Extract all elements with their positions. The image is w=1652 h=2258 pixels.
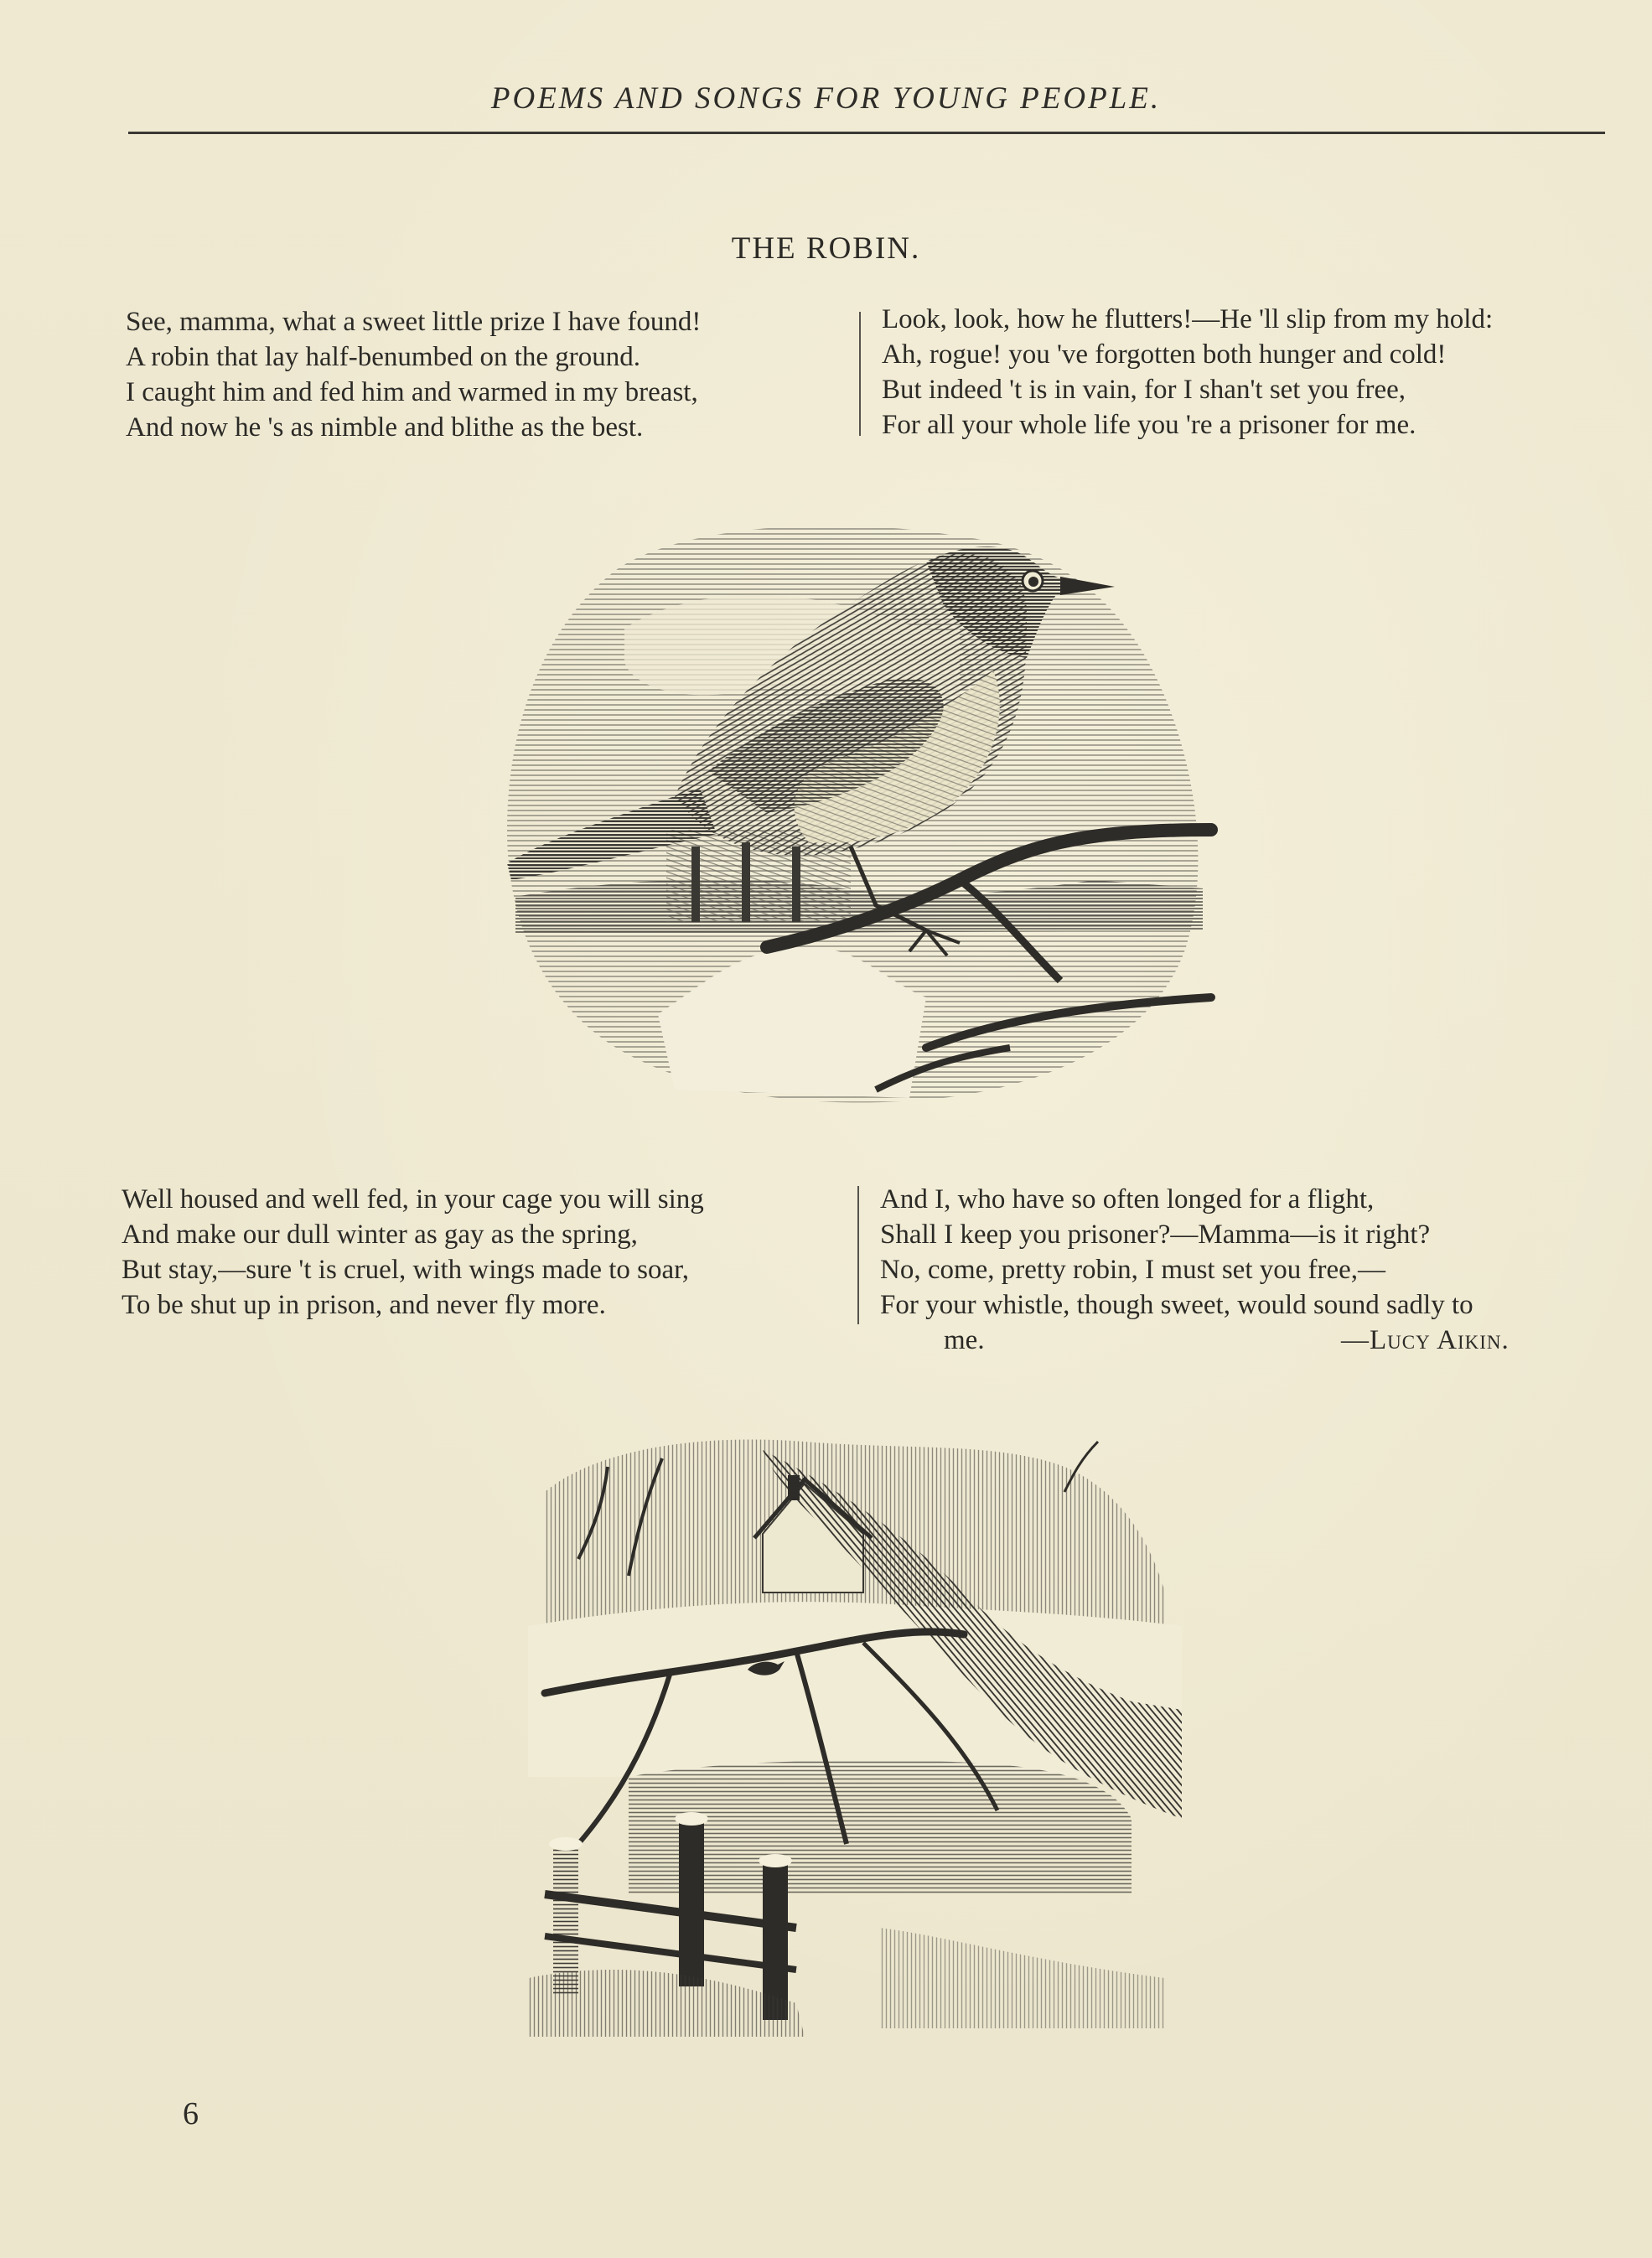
author-attribution: —Lucy Aikin.	[1341, 1325, 1510, 1355]
verse-line: For your whistle, though sweet, would sound sadly to	[880, 1290, 1473, 1320]
column-rule	[859, 312, 861, 436]
author-line	[880, 1323, 1510, 1358]
column-rule	[857, 1186, 859, 1324]
stanza-4	[880, 1182, 1510, 1358]
stanza-1	[126, 304, 701, 445]
verse-line: Look, look, how he flutters!—He 'll slip from my hold:	[882, 304, 1494, 334]
verse-line: Well housed and well fed, in your cage you will sing	[122, 1184, 704, 1214]
robin-engraving	[490, 511, 1228, 1115]
verse-line-end: me.	[944, 1325, 985, 1355]
stanza-3	[122, 1182, 704, 1323]
header-rule	[128, 132, 1605, 134]
verse-line: I caught him and fed him and warmed in my breast,	[126, 377, 698, 407]
verse-line: For all your whole life you 're a prisoner for me.	[882, 410, 1416, 440]
verse-line: A robin that lay half-benumbed on the ground.	[126, 342, 641, 372]
verse-line: No, come, pretty robin, I must set you free,—	[880, 1255, 1386, 1285]
verse-line: And now he 's as nimble and blithe as the best.	[126, 412, 644, 443]
winter-scene-engraving	[528, 1425, 1199, 2037]
page-number: 6	[183, 2096, 199, 2131]
verse-line: See, mamma, what a sweet little prize I have found!	[126, 307, 702, 337]
verse-line: Shall I keep you prisoner?—Mamma—is it right?	[880, 1220, 1431, 1250]
verse-line: But indeed 't is in vain, for I shan't set you free,	[882, 375, 1406, 405]
verse-line: And make our dull winter as gay as the spring,	[122, 1220, 638, 1250]
stanza-2	[882, 302, 1493, 443]
verse-line: And I, who have so often longed for a flight,	[880, 1184, 1375, 1214]
verse-line: To be shut up in prison, and never fly more.	[122, 1290, 606, 1320]
verse-line: But stay,—sure 't is cruel, with wings made to soar,	[122, 1255, 690, 1285]
verse-line: Ah, rogue! you 've forgotten both hunger and cold!	[882, 339, 1447, 370]
poem-title: THE ROBIN.	[731, 231, 921, 266]
running-head: POEMS AND SONGS FOR YOUNG PEOPLE.	[490, 81, 1162, 116]
